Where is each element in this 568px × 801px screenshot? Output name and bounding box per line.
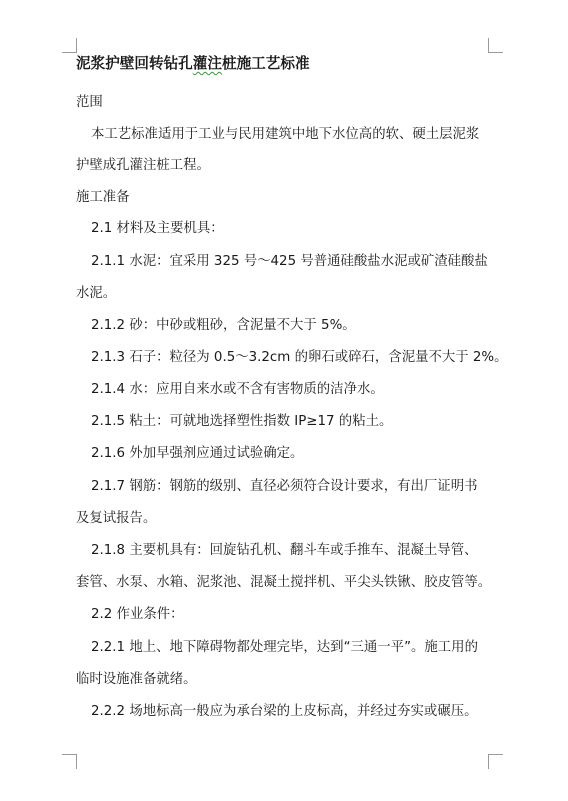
paragraph-line: 本工艺标准适用于工业与民用建筑中地下水位高的软、硬土层泥浆 <box>91 127 480 142</box>
paragraph-line: 2.1.4 水：应用自来水或不含有害物质的洁净水。 <box>91 382 384 397</box>
title-underlined-part: 灌注 <box>192 55 222 72</box>
paragraph-line: 2.1.3 石子：粒径为 0.5～3.2cm 的卵石或碎石，含泥量不大于 2%。 <box>91 350 508 365</box>
paragraph-line: 2.2.2 场地标高一般应为承台梁的上皮标高，并经过夯实或碾压。 <box>91 704 478 719</box>
paragraph-line: 2.1.7 钢筋：钢筋的级别、直径必须符合设计要求，有出厂证明书 <box>91 479 478 494</box>
section-heading-preparation: 施工准备 <box>76 190 130 205</box>
paragraph-line: 水泥。 <box>76 286 117 301</box>
paragraph-line: 护壁成孔灌注桩工程。 <box>76 158 210 173</box>
paragraph-line: 2.2 作业条件： <box>91 607 184 622</box>
title-part: 泥浆护壁回转钻孔 <box>76 55 193 72</box>
margin-corner-bottom-right <box>488 754 503 769</box>
section-heading-scope: 范围 <box>76 95 103 110</box>
paragraph-line: 2.1.5 粘土：可就地选择塑性指数 IP≥17 的粘土。 <box>91 414 393 429</box>
title-part-end: 桩施工艺标准 <box>221 55 310 72</box>
document-title <box>76 55 496 73</box>
paragraph-line: 套管、水泵、水箱、泥浆池、混凝土搅拌机、平尖头铁锹、胶皮管等。 <box>76 575 492 590</box>
paragraph-line: 2.2.1 地上、地下障碍物都处理完毕，达到“三通一平”。施工用的 <box>91 640 478 655</box>
paragraph-line: 临时设施准备就绪。 <box>76 672 197 687</box>
margin-corner-top-left <box>62 38 77 53</box>
margin-corner-bottom-left <box>62 754 77 769</box>
paragraph-line: 2.1.2 砂：中砂或粗砂，含泥量不大于 5%。 <box>91 318 356 333</box>
paragraph-line: 2.1.8 主要机具有：回旋钻孔机、翻斗车或手推车、混凝土导管、 <box>91 543 478 558</box>
margin-corner-top-right <box>488 38 503 53</box>
paragraph-line: 及复试报告。 <box>76 511 157 526</box>
paragraph-line: 2.1 材料及主要机具： <box>91 221 224 236</box>
paragraph-line: 2.1.6 外加早强剂应通过试验确定。 <box>91 446 304 461</box>
paragraph-line: 2.1.1 水泥：宜采用 325 号～425 号普通硅酸盐水泥或矿渣硅酸盐 <box>91 254 488 269</box>
